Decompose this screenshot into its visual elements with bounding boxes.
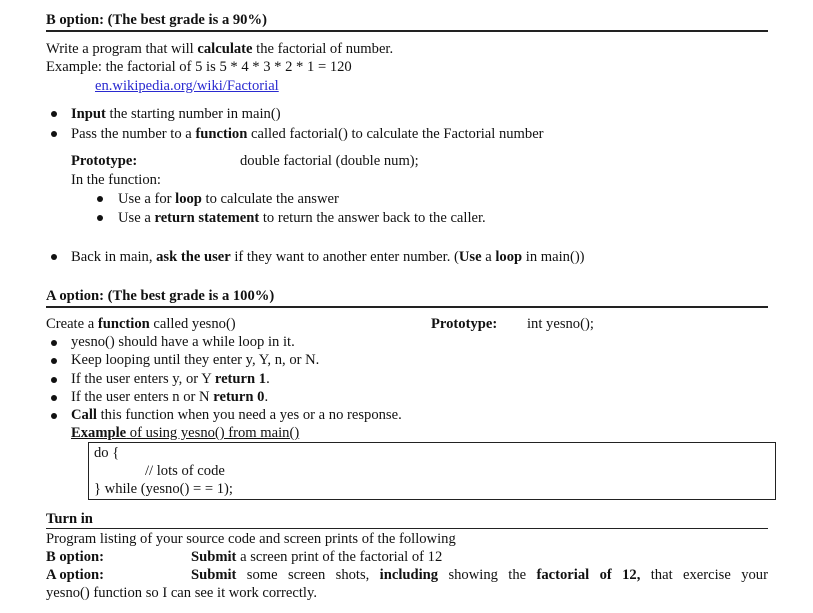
bullet-icon (51, 395, 57, 401)
a-bullet-return-0: If the user enters n or N return 0. (71, 389, 269, 405)
b-bullet-ask-user: Back in main, ask the user if they want to another enter number. (Use a loop in main()) (71, 249, 585, 265)
turn-in-a-text-line2: yesno() function so I can see it work correctly. (46, 585, 317, 601)
b-intro-line: Write a program that will calculate the factorial of number. (46, 41, 394, 57)
a-option-heading-rule (46, 306, 768, 308)
factorial-wiki-link[interactable]: en.wikipedia.org/wiki/Factorial (95, 78, 279, 94)
turn-in-line: Program listing of your source code and screen prints of the following (46, 531, 456, 547)
b-example-line: Example: the factorial of 5 is 5 * 4 * 3 * 2 * 1 = 120 (46, 59, 352, 75)
b-in-function: In the function: (71, 172, 161, 188)
bullet-icon (51, 111, 57, 117)
a-bullet-while-loop: yesno() should have a while loop in it. (71, 334, 295, 350)
b-bullet-function: Pass the number to a function called factorial() to calculate the Factorial number (71, 126, 544, 142)
bullet-icon (97, 215, 103, 221)
b-sub-return: Use a return statement to return the answer back to the caller. (118, 210, 486, 226)
b-option-heading: B option: (The best grade is a 90%) (46, 12, 267, 28)
turn-in-heading-rule (46, 528, 768, 529)
turn-in-b-label: B option: (46, 549, 104, 565)
b-prototype-value: double factorial (double num); (240, 153, 419, 169)
turn-in-heading: Turn in (46, 511, 93, 527)
code-line-do: do { (94, 445, 120, 461)
turn-in-a-label: A option: (46, 567, 104, 583)
code-line-while: } while (yesno() = = 1); (94, 481, 233, 497)
bullet-icon (97, 196, 103, 202)
a-example-line: Example of using yesno() from main() (71, 425, 300, 441)
bullet-icon (51, 377, 57, 383)
code-line-comment: // lots of code (145, 463, 225, 479)
a-option-heading: A option: (The best grade is a 100%) (46, 288, 275, 304)
bullet-icon (51, 131, 57, 137)
b-sub-loop: Use a for loop to calculate the answer (118, 191, 339, 207)
b-option-heading-rule (46, 30, 768, 32)
turn-in-b-text: Submit a screen print of the factorial of 12 (191, 549, 443, 565)
bullet-icon (51, 358, 57, 364)
bullet-icon (51, 254, 57, 260)
turn-in-a-text: Submit some screen shots, including showing the factorial of 12, that exercise your (191, 567, 768, 583)
a-prototype-label: Prototype: (431, 316, 498, 332)
b-bullet-input: Input the starting number in main() (71, 106, 281, 122)
a-create-line: Create a function called yesno() (46, 316, 236, 332)
a-prototype-value: int yesno(); (527, 316, 594, 332)
a-bullet-call: Call this function when you need a yes or a no response. (71, 407, 402, 423)
bullet-icon (51, 340, 57, 346)
a-bullet-return-1: If the user enters y, or Y return 1. (71, 371, 270, 387)
b-prototype-label: Prototype: (71, 153, 138, 169)
a-bullet-keep-looping: Keep looping until they enter y, Y, n, or N. (71, 352, 320, 368)
bullet-icon (51, 413, 57, 419)
